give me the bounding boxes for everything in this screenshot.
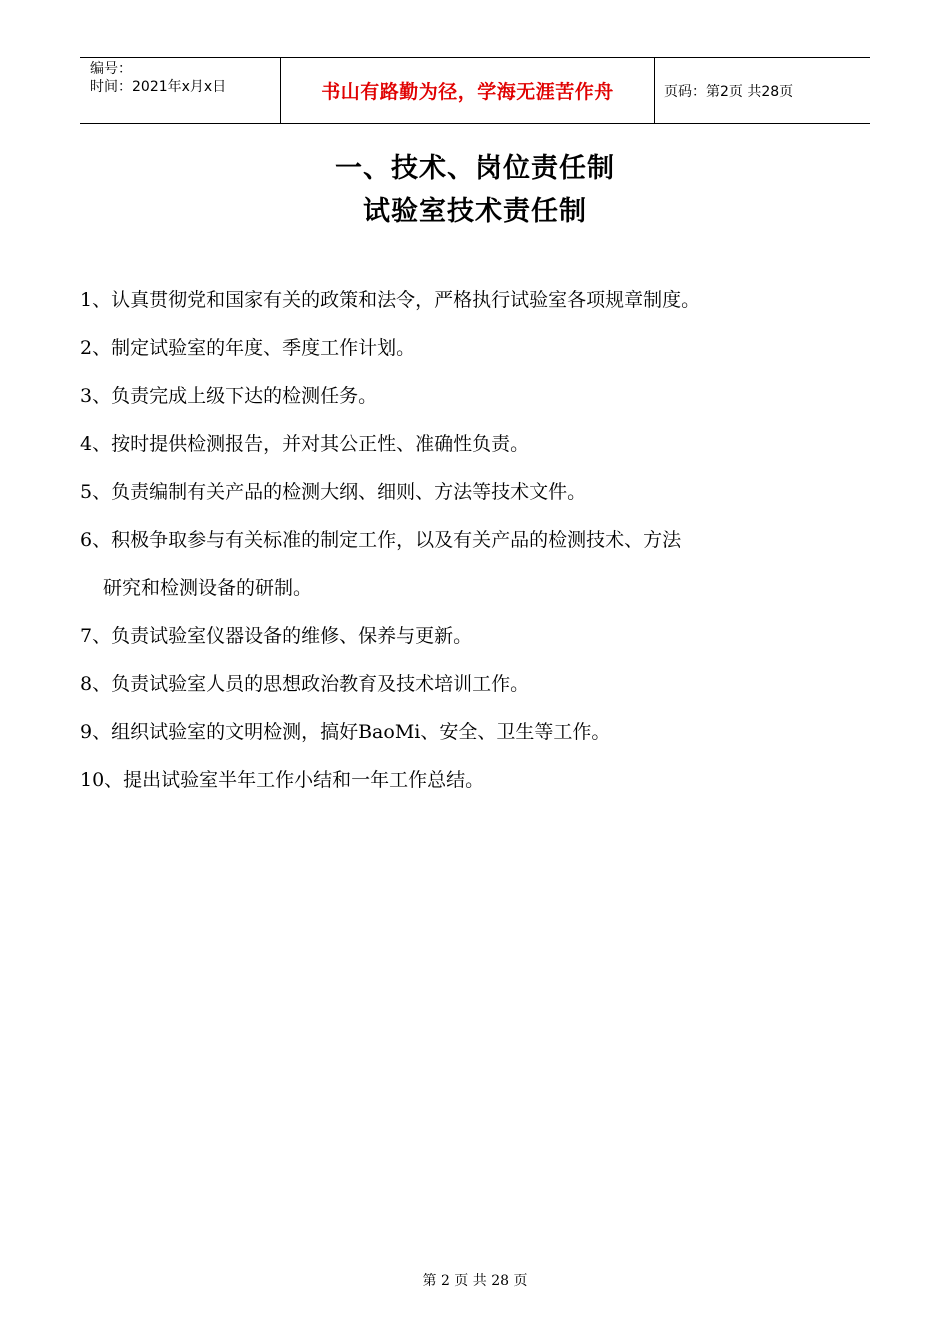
list-item (80, 384, 860, 408)
list-item-text: 4、按时提供检测报告，并对其公正性、准确性负责。 (80, 433, 530, 455)
document-number-label: 编号： (90, 61, 132, 77)
list-item-text: 2、制定试验室的年度、季度工作计划。 (80, 337, 416, 359)
section-title: 一、技术、岗位责任制 (335, 153, 615, 184)
header-page-info: 页码：第2页 共28页 (664, 83, 794, 100)
header-meta (80, 58, 281, 123)
list-item-text: 8、负责试验室人员的思想政治教育及技术培训工作。 (80, 673, 530, 695)
list-item (80, 720, 860, 744)
list-item-text: 1、认真贯彻党和国家有关的政策和法令，严格执行试验室各项规章制度。 (80, 289, 701, 311)
list-item-text: 5、负责编制有关产品的检测大纲、细则、方法等技术文件。 (80, 481, 587, 503)
list-item-text: 7、负责试验室仪器设备的维修、保养与更新。 (80, 625, 473, 647)
list-item-text: 6、积极争取参与有关标准的制定工作，以及有关产品的检测技术、方法 (80, 529, 682, 551)
list-item-continuation: 研究和检测设备的研制。 (103, 577, 313, 599)
document-date: 时间：2021年x月x日 (90, 79, 227, 95)
page-footer: 第 2 页 共 28 页 (422, 1273, 528, 1289)
list-item (80, 528, 860, 600)
list-item (80, 624, 860, 648)
document-title: 试验室技术责任制 (363, 196, 587, 227)
list-item-text: 3、负责完成上级下达的检测任务。 (80, 385, 378, 407)
page-header (80, 57, 870, 124)
list-item-text: 9、组织试验室的文明检测，搞好BaoMi、安全、卫生等工作。 (80, 721, 611, 743)
list-item (80, 336, 860, 360)
list-item (80, 768, 860, 792)
list-item (80, 672, 860, 696)
list-item (80, 432, 860, 456)
header-motto: 书山有路勤为径，学海无涯苦作舟 (281, 58, 655, 123)
list-item (80, 288, 860, 312)
responsibility-list (80, 288, 860, 816)
list-item (80, 480, 860, 504)
list-item-text: 10、提出试验室半年工作小结和一年工作总结。 (80, 769, 485, 791)
